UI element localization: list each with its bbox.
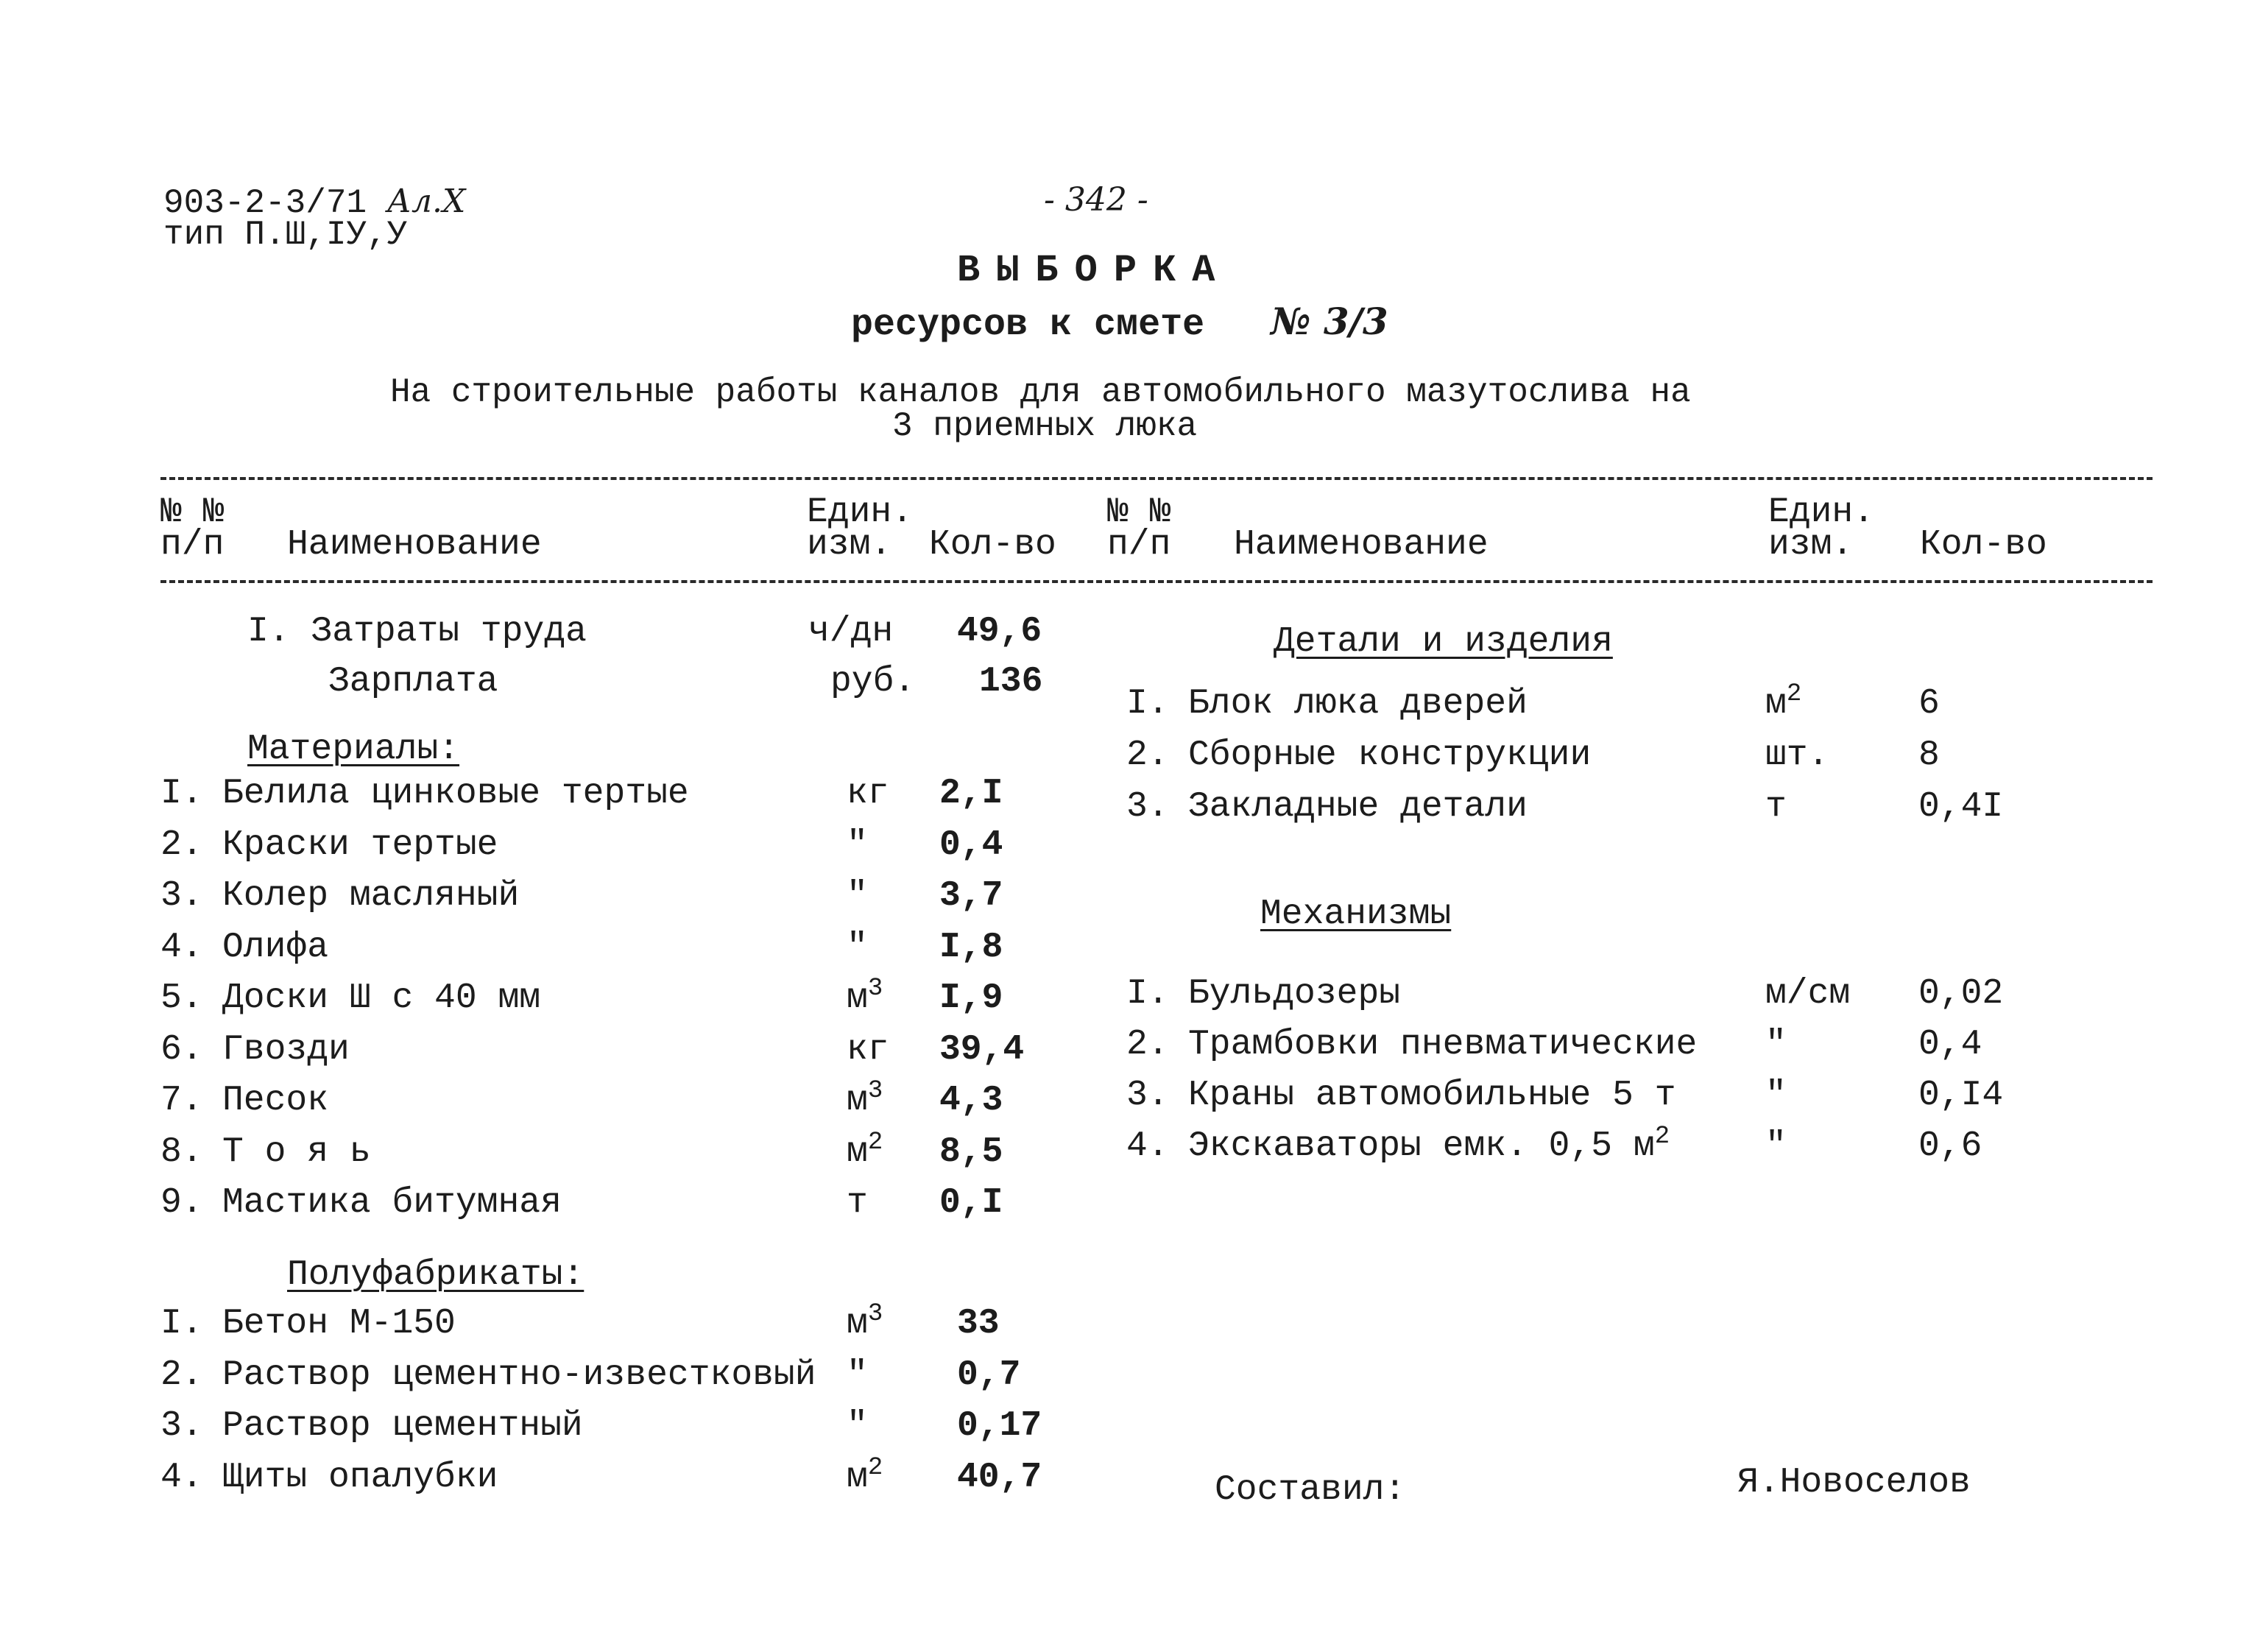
col-name-right: Наименование bbox=[1234, 525, 1489, 565]
row-unit: т bbox=[1765, 787, 1787, 827]
row-quantity: I,9 bbox=[939, 978, 1003, 1018]
row-unit: " bbox=[1765, 1126, 1787, 1166]
row-number: 4. bbox=[160, 927, 203, 967]
row-unit: м/см bbox=[1765, 974, 1851, 1014]
row-quantity: 0,I bbox=[939, 1183, 1003, 1223]
row-quantity: 0,17 bbox=[957, 1406, 1042, 1446]
row-unit: " bbox=[1765, 1025, 1787, 1065]
row-quantity: 33 bbox=[957, 1304, 1000, 1344]
row-quantity: 8 bbox=[1918, 735, 1940, 775]
row-number: 3. bbox=[160, 1406, 203, 1446]
row-number: 7. bbox=[160, 1081, 203, 1120]
row-number: 3. bbox=[1126, 1076, 1169, 1115]
row-number: I. bbox=[1126, 684, 1169, 724]
row-unit: $м^2$ bbox=[1765, 680, 1802, 724]
row-unit: $м^2$ bbox=[847, 1453, 883, 1497]
row-name: Трамбовки пневматические bbox=[1188, 1025, 1698, 1065]
salary-row-unit: руб. bbox=[830, 662, 916, 702]
row-name: Щиты опалубки bbox=[222, 1457, 498, 1497]
row-quantity: 0,I4 bbox=[1918, 1076, 2004, 1115]
row-name: Т о я ь bbox=[222, 1132, 371, 1172]
row-number: 2. bbox=[160, 1355, 203, 1395]
row-unit: " bbox=[847, 1406, 868, 1446]
compiled-by-label: Составил: bbox=[1215, 1470, 1406, 1510]
row-unit: $м^2$ bbox=[847, 1128, 883, 1172]
row-quantity: 0,6 bbox=[1918, 1126, 1982, 1166]
labor-row-name: I. Затраты труда bbox=[247, 612, 587, 652]
doc-code: 903-2-3/71 Ал.X bbox=[163, 183, 466, 222]
row-name: Сборные конструкции bbox=[1188, 735, 1592, 775]
row-quantity: 40,7 bbox=[957, 1457, 1042, 1497]
row-name: Песок bbox=[222, 1081, 329, 1120]
col-num-top: № № bbox=[160, 493, 225, 532]
row-number: I. bbox=[1126, 974, 1169, 1014]
row-unit: $м^3$ bbox=[847, 1077, 883, 1120]
col-num-top-right: № № bbox=[1107, 493, 1171, 532]
mech-section-title: Механизмы bbox=[1260, 894, 1452, 934]
row-number: 2. bbox=[160, 825, 203, 865]
semi-section-title: Полуфабрикаты: bbox=[287, 1255, 585, 1295]
row-unit: " bbox=[1765, 1076, 1787, 1115]
row-unit: " bbox=[847, 825, 868, 865]
details-section-title: Детали и изделия bbox=[1274, 622, 1613, 662]
description-line-1: На строительные работы каналов для автомобильного мазутослива на bbox=[390, 373, 1691, 412]
row-quantity: 2,I bbox=[939, 774, 1003, 813]
description-line-2: 3 приемных люка bbox=[892, 407, 1198, 445]
row-unit: " bbox=[847, 1355, 868, 1395]
row-number: 4. bbox=[1126, 1126, 1169, 1166]
col-num-bottom: п/п bbox=[160, 525, 225, 565]
materials-section-title: Материалы: bbox=[247, 730, 460, 769]
row-quantity: 6 bbox=[1918, 684, 1940, 724]
col-unit-top: Един. bbox=[807, 493, 914, 532]
header-top-rule bbox=[160, 477, 2153, 480]
row-name: Бетон М-150 bbox=[222, 1304, 456, 1344]
row-quantity: 0,4 bbox=[939, 825, 1003, 865]
row-number: 4. bbox=[160, 1457, 203, 1497]
row-unit: шт. bbox=[1765, 735, 1829, 775]
row-name: Краны автомобильные 5 т bbox=[1188, 1076, 1676, 1115]
row-number: 2. bbox=[1126, 1025, 1169, 1065]
row-unit: " bbox=[847, 876, 868, 916]
row-quantity: 0,7 bbox=[957, 1355, 1021, 1395]
row-unit: $м^3$ bbox=[847, 1300, 883, 1344]
salary-row-name: Зарплата bbox=[328, 662, 498, 702]
row-number: 9. bbox=[160, 1183, 203, 1223]
labor-row-qty: 49,6 bbox=[957, 612, 1042, 652]
row-quantity: I,8 bbox=[939, 927, 1003, 967]
row-quantity: 39,4 bbox=[939, 1029, 1025, 1070]
header-bottom-rule bbox=[160, 580, 2153, 583]
row-name: Олифа bbox=[222, 927, 329, 967]
row-name: Доски Ш с 40 мм bbox=[222, 978, 541, 1018]
row-number: 6. bbox=[160, 1029, 203, 1070]
compiler-name: Я.Новоселов bbox=[1737, 1463, 1971, 1503]
row-name: Раствор цементно-известковый bbox=[222, 1355, 816, 1395]
row-name: Гвозди bbox=[222, 1029, 350, 1070]
row-unit: т bbox=[847, 1183, 868, 1223]
row-number: 5. bbox=[160, 978, 203, 1018]
row-number: 3. bbox=[1126, 787, 1169, 827]
row-quantity: 8,5 bbox=[939, 1132, 1003, 1172]
row-name: Блок люка дверей bbox=[1188, 684, 1528, 724]
row-quantity: 0,02 bbox=[1918, 974, 2004, 1014]
doc-code-hand: Ал.X bbox=[386, 183, 466, 220]
row-quantity: 0,4 bbox=[1918, 1025, 1982, 1065]
row-number: I. bbox=[160, 774, 203, 813]
salary-row-qty: 136 bbox=[979, 662, 1043, 702]
col-unit-bottom: изм. bbox=[807, 525, 892, 565]
row-name: Колер масляный bbox=[222, 876, 520, 916]
page-number: - 342 - bbox=[1044, 181, 1148, 219]
row-unit: кг bbox=[847, 774, 889, 813]
estimate-number: № 3/3 bbox=[1271, 300, 1388, 343]
type-line: тип П.Ш,IУ,У bbox=[163, 216, 408, 254]
col-qty-right: Кол-во bbox=[1920, 525, 2047, 565]
col-unit-top-right: Един. bbox=[1768, 493, 1875, 532]
row-number: 8. bbox=[160, 1132, 203, 1172]
labor-row-unit: ч/дн bbox=[808, 612, 894, 652]
row-name: Бульдозеры bbox=[1188, 974, 1401, 1014]
col-name: Наименование bbox=[287, 525, 542, 565]
col-num-bottom-right: п/п bbox=[1107, 525, 1171, 565]
row-name: Закладные детали bbox=[1188, 787, 1528, 827]
row-unit: $м^3$ bbox=[847, 975, 883, 1018]
row-number: I. bbox=[160, 1304, 203, 1344]
row-name: Экскаваторы емк. 0,5 $м^2$ bbox=[1188, 1123, 1670, 1166]
document-title: ВЫБОРКА bbox=[957, 249, 1232, 292]
row-unit: кг bbox=[847, 1029, 889, 1070]
document-subtitle: ресурсов к смете № 3/3 bbox=[851, 300, 1388, 346]
row-name: Раствор цементный bbox=[222, 1406, 583, 1446]
row-quantity: 4,3 bbox=[939, 1081, 1003, 1120]
row-quantity: 0,4I bbox=[1918, 787, 2004, 827]
row-name: Мастика битумная bbox=[222, 1183, 562, 1223]
row-quantity: 3,7 bbox=[939, 876, 1003, 916]
row-name: Белила цинковые тертые bbox=[222, 774, 689, 813]
row-number: 3. bbox=[160, 876, 203, 916]
col-qty: Кол-во bbox=[929, 525, 1056, 565]
row-name: Краски тертые bbox=[222, 825, 498, 865]
row-number: 2. bbox=[1126, 735, 1169, 775]
col-unit-bottom-right: изм. bbox=[1768, 525, 1854, 565]
row-unit: " bbox=[847, 927, 868, 967]
